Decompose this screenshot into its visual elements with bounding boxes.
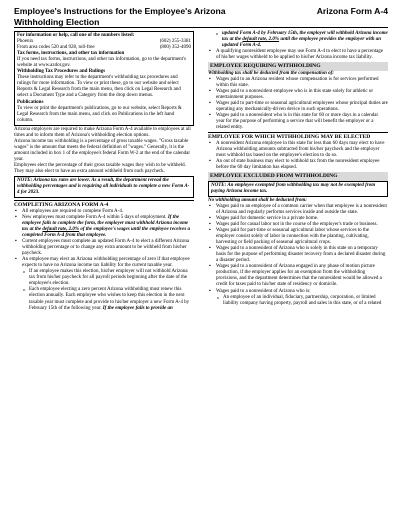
list-item: ▪ All employees are required to complete Form A-4. [22,209,194,215]
list-item: ▪ Wages paid to a nonresident of Arizona who is solely in this state on a temporary basis for the purpose of performing disaster recovery from a declared disaster during a disaster period. [216,246,388,264]
info-box [14,31,194,126]
rate-note: NOTE: Arizona tax rates are lower. As a result, the department reread the withholding percentages and is requiring all individuals to complete a new Form A-4 for 2023. [17,178,190,196]
list-item: o Each employee electing a zero percent Arizona withholding must renew this election annually. Each employee who wishes to keep this election in the next taxable year must complete and provide to his/her employer a new Form A-4 by February 15th of the following year. If the employee fails to provide an [29,287,194,311]
excluded-list [208,204,388,307]
completing-list [14,209,194,312]
excluded-note: NOTE: An employee exempted from withholding tax may not be exempted from paying Arizona income tax. [211,182,376,194]
continued-text: o updated Form A-4 by February 15th, the employer will withhold Arizona income tax at the default rate, 2.0% until the employee provides the employer with an updated Form A-4. [222,31,388,49]
procedures-text: These instructions may refer to the department's withholding tax procedures and rulings for more information. To view or print these, go to our website and select Reports & Legal Research from the main menu, then click on Legal Research and select a Document Type and a Category from the drop down menus. [17,75,181,99]
default-rate-warning: If the employee fails to complete the form, the employer must withhold Arizona income tax at the [22,214,189,232]
publications-text: To view or print the department's publications, go to our website, select Reports & Legal Research from the main menu, and click on Publications in the left hand column. [17,105,182,123]
default-rate-warning-end: of the employee's wages until the employee receives a completed Form A-4 from that employee. [22,226,191,238]
intro-paragraph-2: Arizona income tax withholding is a percentage of gross taxable wages. "Gross taxable wages" is the amount that meets the federal definition of "wages." Generally, it is the amount included in box 1 of the employee's federal Form W-2 at the end of the calendar year. [14,138,191,162]
form-number: Arizona Form A-4 [316,6,388,16]
list-item: ▪ Wages paid for part-time or seasonal agricultural labor whose services to the employer consist solely of labor in connection with the planting, cultivating, harvesting or field packing of seasonal agricultural crops. [216,228,388,246]
default-rate: default rate, 2.0% [42,226,80,232]
new-employee-text: New employees must complete Form A-4 within 5 days of employment. [22,214,167,220]
list-item: ▪ Wages paid to a nonresident who is in this state for 60 or more days in a calendar year for the purpose of performing a service that will benefit the employer or a related entity. [216,113,388,131]
requiring-list [208,77,388,131]
continued-sublist [208,31,388,49]
list-item: ▪ An out of state business may elect to withhold tax from the nonresident employee before the 60 day limitation has elapsed. [216,159,388,171]
list-item: ▪ Wages paid to a nonresident of Arizona who is: o An employee of an individual, fiduciary, partnership, corporation, or limited liability company having property, payroll and sales in this state, or of a related [216,289,388,307]
list-item: ▪ Wages paid to an Arizona resident whose compensation is for services performed within this state. [216,77,388,89]
excluded-heading: EMPLOYEE EXCLUDED FROM WITHHOLDING [208,172,388,181]
phoenix-number: (602) 255-3381 [159,39,191,45]
intro-paragraph-1: Arizona employers are required to make Arizona Form A-4 available to employees at all times and to inform them of Arizona's withholding election options. [14,126,191,138]
nonresident-sublist [216,295,388,307]
phoenix-label: Phoenix [17,39,34,45]
list-item: ▪ Wages paid to a nonresident of Arizona engaged in any phase of motion picture production, if the employer applies for an exemption from the withholding provisions, and the department determines that the nonresident would be allowed a credit for taxes paid to his/her state of residency or domicile. [216,264,388,288]
list-item: ▪ Wages paid for domestic service in a private home. [216,216,388,222]
list-item: ▪ Current employees must complete an updated Form A-4 to elect a different Arizona withholding percentage or to change any extra amount to be withheld from his/her paycheck. [22,239,194,257]
help-heading: For information or help, call one of the numbers listed: [17,33,135,38]
list-item: ▪ A nonresident Arizona employee in this state for less than 60 days may elect to have Arizona withholding amounts subtracted from his/her paycheck and the employer must withhold tax based on the employee's election to do so. [216,141,388,159]
publications-heading: Publications [17,99,44,105]
areacodes-number: (800) 352-4090 [159,45,191,51]
list-item: ▪ A qualifying nonresident employee may use Form A-4 to elect to have a percentage of his/her wages withheld to be applied to his/her Arizona income tax liability. [216,49,388,61]
areacodes-label: From area codes 520 and 928, toll-free [17,45,95,51]
list-item: o If an employee makes this election, his/her employer will not withhold Arizona tax from his/her paycheck for all payroll periods beginning after the date of the employee's election. [29,269,194,287]
may-elect-list [208,141,388,171]
tax-forms-text: If you need tax forms, instructions, and other tax information, go to the department's website at www.azdor.gov. [17,57,186,69]
form-title: Employee's Instructions for the Employee's Arizona Withholding Election [14,6,226,27]
list-item: ▪ Wages paid for casual labor not in the course of the employer's trade or business. [216,222,388,228]
left-column [14,31,194,312]
excluded-note-box [208,181,388,197]
list-item: o An employee of an individual, fiduciary, partnership, corporation, or limited liability company having property, payroll and sales in this state, or of a related [223,295,388,307]
form-page [14,6,388,512]
excluded-subheading: No withholding amount shall be deducted from: [208,197,307,203]
list-item: ▪ An employee may elect an Arizona withholding percentage of zero if that employee expects to have no Arizona income tax liability for the current taxable year. o If an employee makes this election, his/her employer will not withhold Arizona tax from his/her paycheck for all payroll periods beginning after the date of the employee's election. o Each employee electing a zero percent Arizona withholding must renew this election annually. Each employee who wishes to keep this election in the next taxable year must complete and provide to his/her employer a new Form A-4 by February 15th of the following year. If the employee fails to provide an [22,257,194,311]
list-item: ▪ Wages paid to part-time or seasonal agricultural employees whose principal duties are operating any mechanically-driven device in such operations. [216,101,388,113]
list-item: ▪ Wages paid to an employee of a common carrier when that employee is a nonresident of Arizona and regularly performs services inside and outside the state. [216,204,388,216]
procedures-heading: Withholding Tax Procedures and Rulings [17,69,106,75]
nonresident-list [208,49,388,61]
rate-note-box [14,176,194,198]
requiring-subheading: Withholding tax shall be deducted from the compensation of: [208,70,334,76]
tax-forms-heading: Tax forms, instructions, and other tax information [17,51,125,57]
form-header [14,6,388,28]
requiring-heading: EMPLOYEE REQUIRING WITHHOLDING [208,62,388,71]
completing-heading: COMPLETING ARIZONA FORM A-4 [14,200,194,209]
may-elect-heading: EMPLOYEE FOR WHICH WITHHOLDING MAY BE ELECTED [208,132,388,141]
intro-paragraph-3: Employees elect the percentage of their gross taxable wages they wish to be withheld. They may also elect to have an extra amount withheld from each paycheck. [14,162,186,175]
right-column [208,31,388,307]
list-item: ▪ Wages paid to a nonresident employee who is in this state solely for athletic or entertainment purposes. [216,89,388,101]
zero-election-sublist [22,269,194,311]
list-item [22,215,194,239]
